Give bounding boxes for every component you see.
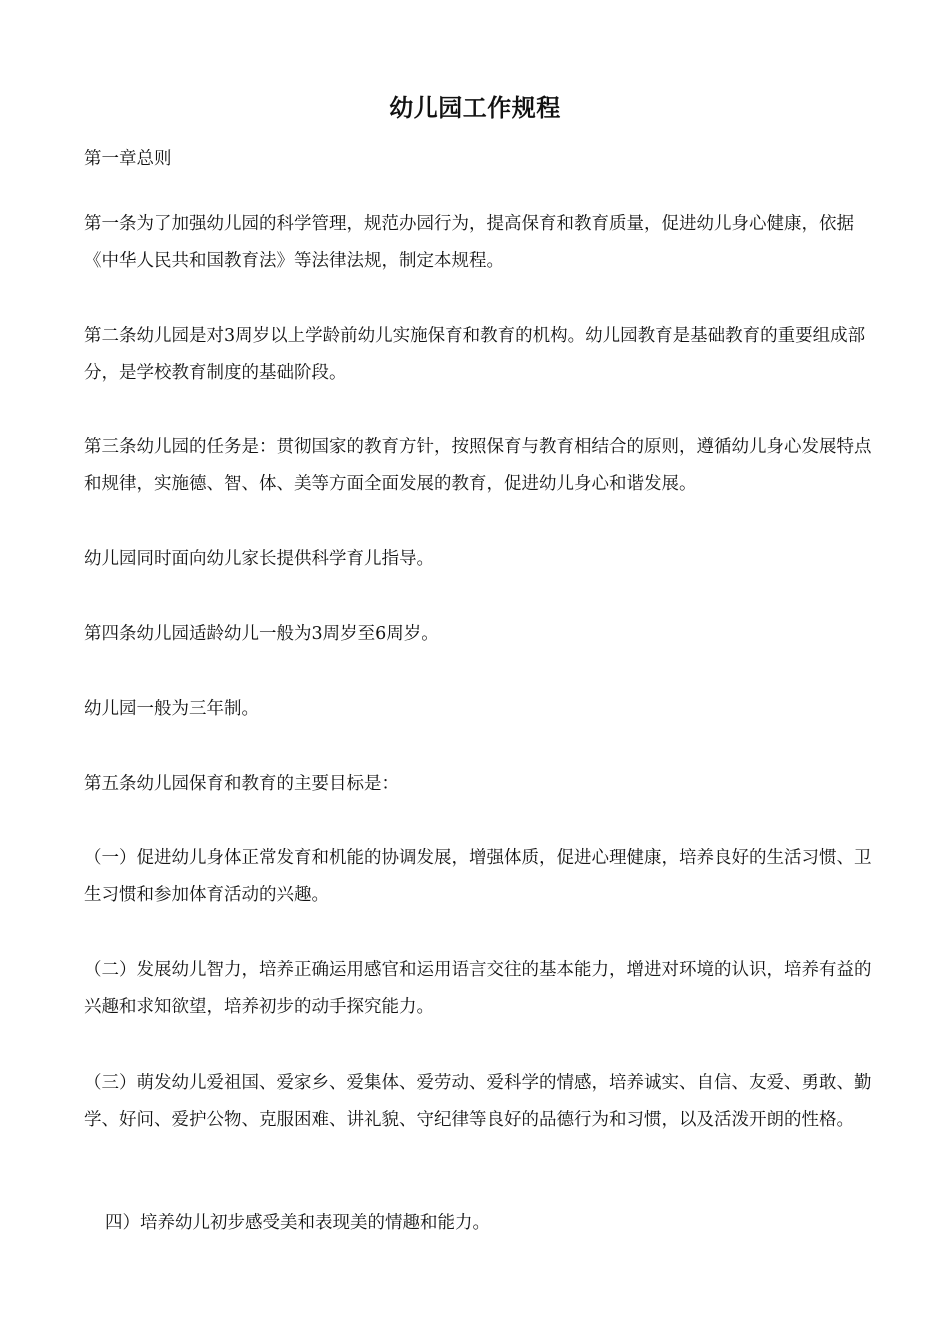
document-title: 幼儿园工作规程: [389, 94, 561, 122]
goal-4: 四）培养幼儿初步感受美和表现美的情趣和能力。: [105, 1213, 490, 1233]
article-4: 第四条幼儿园适龄幼儿一般为3周岁至6周岁。: [84, 624, 439, 644]
goal-3: （三）萌发幼儿爱祖国、爱家乡、爱集体、爱劳动、爱科学的情感，培养诚实、自信、友爱、勇敢、勤学、好问、爱护公物、克服困难、讲礼貌、守纪律等良好的品德行为和习惯，以及活泼开朗的性格。: [84, 1073, 872, 1130]
article-4-supplement: 幼儿园一般为三年制。: [84, 699, 259, 719]
article-5: 第五条幼儿园保育和教育的主要目标是：: [84, 774, 399, 794]
article-3: 第三条幼儿园的任务是：贯彻国家的教育方针，按照保育与教育相结合的原则，遵循幼儿身心发展特点和规律，实施德、智、体、美等方面全面发展的教育，促进幼儿身心和谐发展。: [84, 437, 872, 494]
goal-2: （二）发展幼儿智力，培养正确运用感官和运用语言交往的基本能力，增进对环境的认识，培养有益的兴趣和求知欲望，培养初步的动手探究能力。: [84, 960, 872, 1017]
article-1: 第一条为了加强幼儿园的科学管理，规范办园行为，提高保育和教育质量，促进幼儿身心健康，依据《中华人民共和国教育法》等法律法规，制定本规程。: [84, 214, 854, 271]
article-2: 第二条幼儿园是对3周岁以上学龄前幼儿实施保育和教育的机构。幼儿园教育是基础教育的重要组成部分，是学校教育制度的基础阶段。: [84, 326, 866, 383]
article-3-supplement: 幼儿园同时面向幼儿家长提供科学育儿指导。: [84, 549, 434, 569]
goal-1: （一）促进幼儿身体正常发育和机能的协调发展，增强体质，促进心理健康，培养良好的生活习惯、卫生习惯和参加体育活动的兴趣。: [84, 848, 872, 905]
chapter-heading: 第一章总则: [84, 149, 172, 169]
